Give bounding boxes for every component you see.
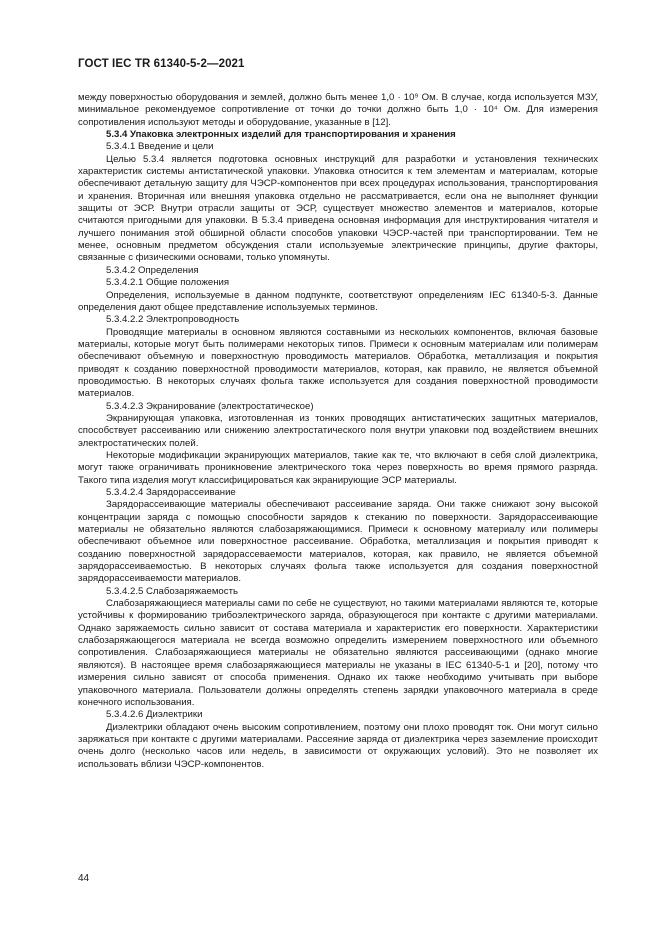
subsection-heading-5-3-4-1: 5.3.4.1 Введение и цели [106, 141, 214, 153]
page-number: 44 [78, 873, 90, 884]
subsection-heading-5-3-4-2-5: 5.3.4.2.5 Слабозаряжаемость [106, 585, 238, 597]
subsection-heading-5-3-4-2-3: 5.3.4.2.3 Экранирование (электростатическое) [106, 400, 314, 412]
paragraph-low-charging: Слабозаряжающиеся материалы сами по себе не существуют, но такими материалами являются те, которые устойчивы к формированию трибоэлектрического заряда, образующегося при контакте с другими материалами. Однако заряжаемость сильно зависит от состава материала и характеристик его поверхности. Характеристики слабозаряжающегося материала не всегда возможно определить измерением поверхностного или объемного сопротивления. Слабозаряжающиеся материалы не обязательно являются рассеивающими (однако многие являются). В настоящее время слабозаряжающиеся материалы не указаны в IEC 61340-5-1 и [20], потому что измерения сильно зависят от способа применения. Однако их также необходимо учитывать при выборе упаковочного материала. Пользователи должны определять степень зарядки упаковочного материала в среде конечного использования. [78, 598, 598, 708]
paragraph-shielding-modifications: Некоторые модификации экранирующих материалов, такие как те, что включают в себя слой диэлектрика, могут также ограничивать проникновение электрического тока через поверхность во время прямого разряда. Такого типа изделия могут классифицироваться как экранирующие ЭСР материалы. [78, 449, 598, 486]
paragraph-shielding: Экранирующая упаковка, изготовленная из тонких проводящих антистатических защитных материалов, способствует рассеиванию или снижению электростатического поля внутри упаковки под воздействием внешних электростатических полей. [78, 412, 598, 449]
subsection-heading-5-3-4-2-4: 5.3.4.2.4 Зарядорассеивание [106, 487, 236, 498]
paragraph-dissipation: Зарядорассеивающие материалы обеспечивают рассеивание заряда. Они также снижают зону высокой концентрации заряда с помощью способности зарядов к стеканию по поверхности. Зарядорассеивающие материалы не обязательно являются слабозаряжающимися. Примеси к основному материалу или полимеры обеспечивают объемное или поверхностное рассеивание. Обработка, металлизация и покрытия приводят к созданию поверхностной зарядорассеваемости материалов, которая, как правило, не является объемной зарядорассеиваемостью. В некоторых случаях фольга также используется для создания поверхностной зарядорассеиваемости материалов. [78, 499, 598, 585]
paragraph-conductivity: Проводящие материалы в основном являются составными из нескольких компонентов, включая базовые материалы, которые могут быть полимерами некоторых типов. Примеси к основным материалам или полимерам обеспечивают объемную и поверхностную проводимость материалов. Обработка, металлизация и покрытия приводят к созданию поверхностной проводимости материалов, которая, как правило, не является объемной проводимостью. В некоторых случаях фольга также используется для создания поверхностной проводимости материалов. [78, 326, 598, 400]
paragraph-purpose: Целью 5.3.4 является подготовка основных инструкций для разработки и установления технических характеристик системы антистатической упаковки. Упаковка относится к тем элементам и материалам, которые обеспечивают детальную защиту для ЧЭСР-компонентов при всех процедурах использования, транспортирования и хранения. Вторичная или внешняя упаковка отдельно не рассматривается, если она не выполняет функции защиты от ЭСР. Внутри отрасли защиты от ЭСР, существует множество элементов и материалов, которые считаются пригодными для упаковки. В 5.3.4 приведена основная информация для инструктирования читателя и лучшего понимания этой обширной области способов упаковки ЧЭСР-частей при транспортировании. Тем не менее, основным предметом обсуждения стали используемые электрические принципы, другие факторы, связанные с физическими основами, только упомянуты. [78, 153, 598, 264]
subsection-heading-5-3-4-2: 5.3.4.2 Определения [106, 264, 199, 276]
paragraph-continuation: между поверхностью оборудования и землей, должно быть менее 1,0 · 10⁹ Ом. В случае, когда используется МЗУ, минимальное рекомендуемое сопротивление от точки до точки должно быть 1,0 · 10⁴ Ом. Для измерения сопротивления используют методы и оборудование, указанные в [12]. [78, 92, 598, 128]
paragraph-definitions: Определения, используемые в данном подпункте, соответствуют определениям IEC 61340-5-3. Данные определения дают общее представление используемых терминов. [78, 289, 598, 313]
subsection-heading-5-3-4-2-2: 5.3.4.2.2 Электропроводность [106, 314, 240, 326]
document-header: ГОСТ IEC TR 61340-5-2—2021 [78, 58, 245, 70]
section-heading-5-3-4: 5.3.4 Упаковка электронных изделий для транспортирования и хранения [106, 129, 456, 141]
subsection-heading-5-3-4-2-1: 5.3.4.2.1 Общие положения [106, 277, 230, 289]
paragraph-dielectrics: Диэлектрики обладают очень высоким сопротивлением, поэтому они плохо проводят ток. Они могут сильно заряжаться при контакте с другими материалами. Рассеяние заряда от диэлектрика через заземление происходит очень долго (несколько часов или недель, в зависимости от окружающих условий). Это не позволяет их использовать вблизи ЧЭСР-компонентов. [78, 721, 598, 770]
document-body [78, 92, 598, 771]
subsection-heading-5-3-4-2-6: 5.3.4.2.6 Диэлектрики [106, 709, 203, 721]
